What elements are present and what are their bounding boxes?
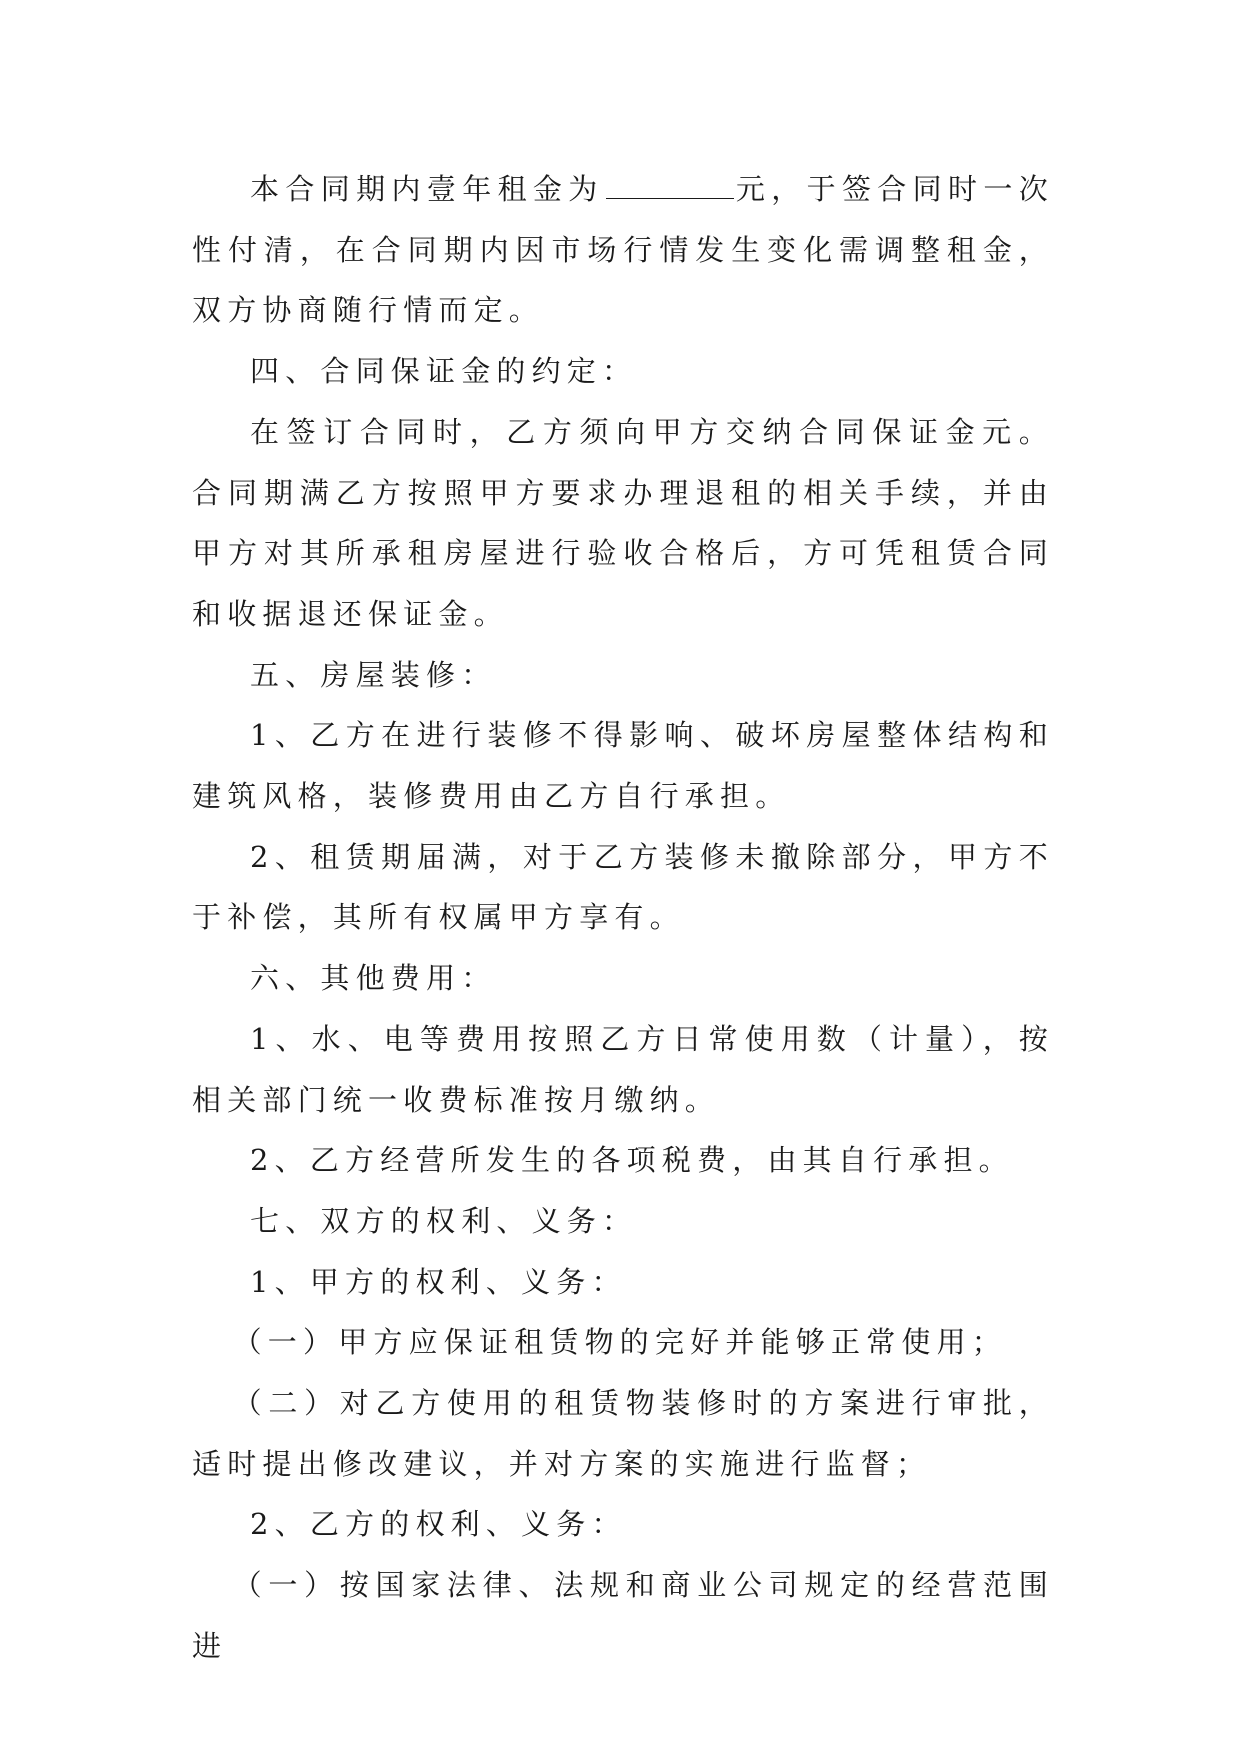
- paragraph-deposit: 在签订合同时，乙方须向甲方交纳合同保证金元。合同期满乙方按照甲方要求办理退租的相关手续，并由甲方对其所承租房屋进行验收合格后，方可凭租赁合同和收据退还保证金。: [192, 414, 1054, 631]
- section-heading-rights-duties: 七、双方的权利、义务：: [250, 1203, 638, 1238]
- paragraph-fees-2: 2、乙方经营所发生的各项税费，由其自行承担。: [250, 1143, 1014, 1178]
- rent-amount-blank: [606, 178, 734, 199]
- paragraph-party-a-2: （二）对乙方使用的租赁物装修时的方案进行审批，适时提出修改建议，并对方案的实施进行监督；: [192, 1386, 1054, 1481]
- section-heading-deposit: 四、合同保证金的约定：: [250, 354, 638, 389]
- document-body: [192, 159, 1054, 1677]
- subheading-party-b: 2、乙方的权利、义务：: [250, 1507, 627, 1542]
- paragraph-party-a-1: （一）甲方应保证租赁物的完好并能够正常使用；: [232, 1325, 1007, 1360]
- paragraph-fees-1: 1、水、电等费用按照乙方日常使用数（计量），按相关部门统一收费标准按月缴纳。: [192, 1021, 1054, 1117]
- section-heading-renovation: 五、房屋装修：: [250, 657, 497, 692]
- paragraph-annual-rent: 本合同期内壹年租金为 元，于签合同时一次性付清，在合同期内因市场行情发生变化需调整租金，双方协商随行情而定。: [192, 172, 1054, 328]
- subheading-party-a: 1、甲方的权利、义务：: [250, 1264, 627, 1299]
- section-heading-other-fees: 六、其他费用：: [250, 961, 497, 996]
- paragraph-renovation-2: 2、租赁期届满，对于乙方装修未撤除部分，甲方不于补偿，其所有权属甲方享有。: [192, 839, 1054, 935]
- paragraph-party-b-1: （一）按国家法律、法规和商业公司规定的经营范围进: [192, 1568, 1054, 1663]
- paragraph-renovation-1: 1、乙方在进行装修不得影响、破坏房屋整体结构和建筑风格，装修费用由乙方自行承担。: [192, 718, 1054, 814]
